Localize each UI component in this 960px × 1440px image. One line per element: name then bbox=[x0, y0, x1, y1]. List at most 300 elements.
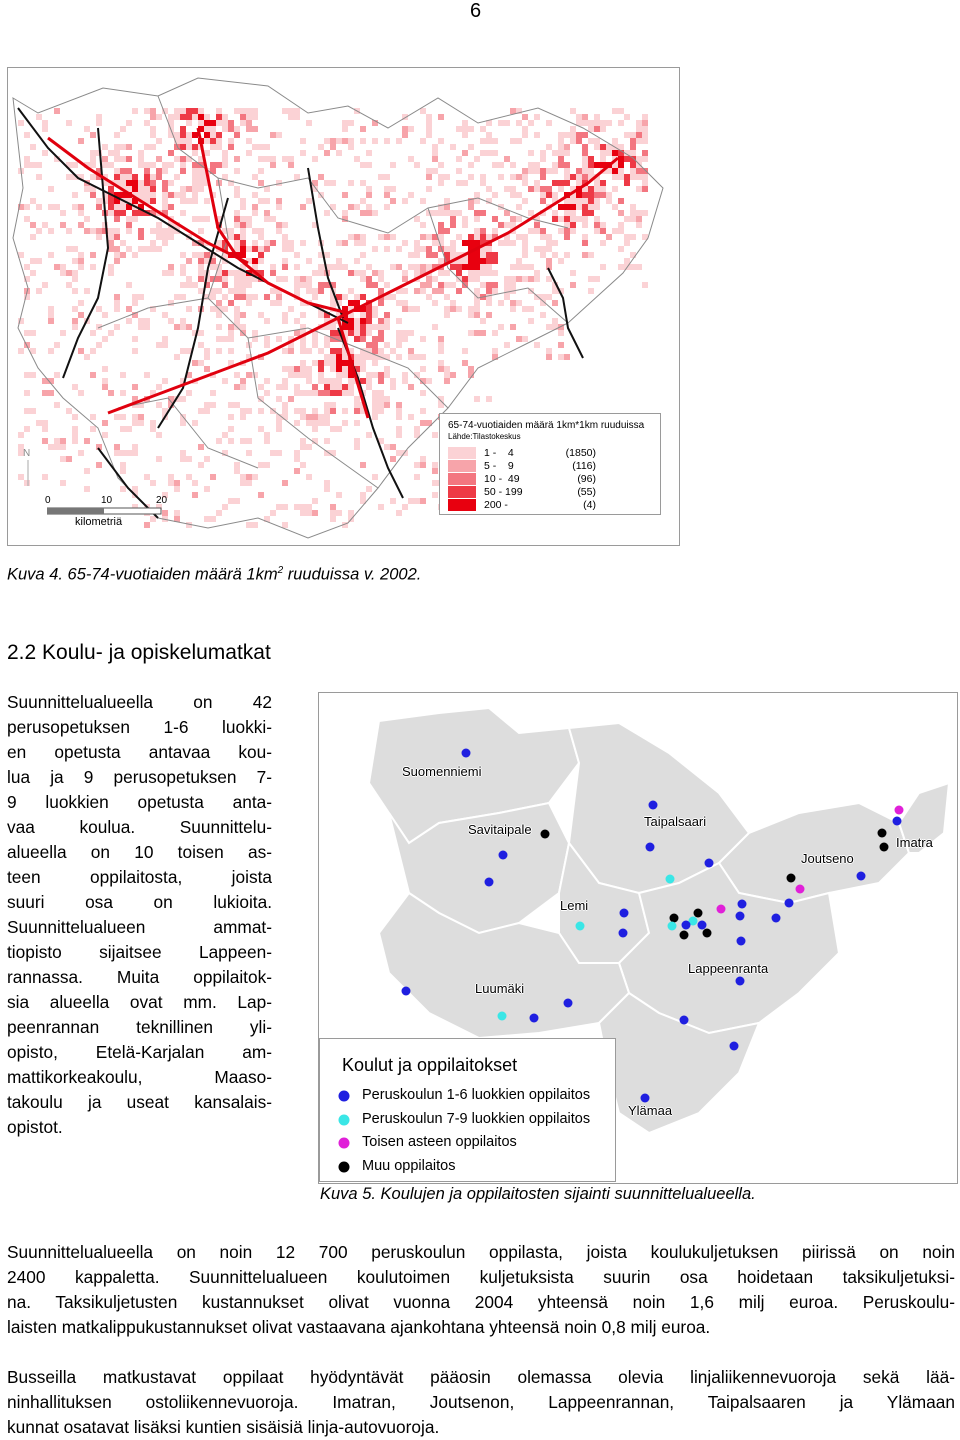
population-cell bbox=[216, 510, 222, 516]
population-cell bbox=[414, 498, 420, 504]
population-cell bbox=[390, 456, 396, 462]
population-cell bbox=[378, 336, 384, 342]
population-cell bbox=[438, 288, 444, 294]
population-cell bbox=[276, 396, 282, 402]
population-cell bbox=[492, 282, 498, 288]
population-cell bbox=[234, 498, 240, 504]
population-cell bbox=[354, 408, 360, 414]
population-cell bbox=[486, 312, 492, 318]
population-cell bbox=[270, 156, 276, 162]
population-cell bbox=[186, 198, 192, 204]
population-cell bbox=[72, 384, 78, 390]
population-cell bbox=[252, 204, 258, 210]
population-cell bbox=[420, 462, 426, 468]
population-cell bbox=[120, 210, 126, 216]
population-cell bbox=[288, 108, 294, 114]
paragraph-line: kunnat osatavat lisäksi kuntien sisäisiä linja-autovuoroja. bbox=[7, 1417, 440, 1437]
population-cell bbox=[198, 444, 204, 450]
population-cell bbox=[474, 288, 480, 294]
population-cell bbox=[570, 210, 576, 216]
population-cell bbox=[444, 174, 450, 180]
population-cell bbox=[48, 444, 54, 450]
population-cell bbox=[492, 216, 498, 222]
population-cell bbox=[366, 204, 372, 210]
population-cell bbox=[180, 396, 186, 402]
population-cell bbox=[324, 210, 330, 216]
population-cell bbox=[438, 270, 444, 276]
population-cell bbox=[54, 402, 60, 408]
population-cell bbox=[366, 342, 372, 348]
population-cell bbox=[426, 114, 432, 120]
population-cell bbox=[360, 294, 366, 300]
population-cell bbox=[384, 234, 390, 240]
population-cell bbox=[402, 270, 408, 276]
population-cell bbox=[180, 264, 186, 270]
population-cell bbox=[72, 288, 78, 294]
population-cell bbox=[222, 156, 228, 162]
population-cell bbox=[90, 156, 96, 162]
population-cell bbox=[222, 150, 228, 156]
population-cell bbox=[204, 216, 210, 222]
population-cell bbox=[414, 474, 420, 480]
population-cell bbox=[582, 192, 588, 198]
municipality-label: Joutseno bbox=[801, 851, 854, 866]
population-cell bbox=[60, 264, 66, 270]
population-cell bbox=[600, 150, 606, 156]
population-cell bbox=[330, 384, 336, 390]
population-cell bbox=[234, 108, 240, 114]
population-cell bbox=[606, 192, 612, 198]
population-cell bbox=[294, 504, 300, 510]
population-cell bbox=[378, 378, 384, 384]
population-cell bbox=[216, 138, 222, 144]
population-cell bbox=[114, 204, 120, 210]
population-cell bbox=[162, 186, 168, 192]
population-cell bbox=[594, 198, 600, 204]
population-cell bbox=[228, 348, 234, 354]
population-cell bbox=[102, 162, 108, 168]
population-cell bbox=[510, 324, 516, 330]
population-cell bbox=[120, 180, 126, 186]
population-cell bbox=[390, 162, 396, 168]
population-cell bbox=[204, 516, 210, 522]
population-cell bbox=[276, 132, 282, 138]
population-cell bbox=[438, 258, 444, 264]
population-cell bbox=[570, 138, 576, 144]
population-cell bbox=[42, 474, 48, 480]
population-cell bbox=[306, 372, 312, 378]
population-cell bbox=[372, 408, 378, 414]
population-cell bbox=[540, 198, 546, 204]
population-cell bbox=[384, 174, 390, 180]
population-cell bbox=[270, 288, 276, 294]
population-cell bbox=[282, 504, 288, 510]
population-cell bbox=[234, 402, 240, 408]
population-cell bbox=[228, 138, 234, 144]
population-cell bbox=[240, 480, 246, 486]
population-cell bbox=[378, 390, 384, 396]
population-cell bbox=[390, 234, 396, 240]
population-cell bbox=[264, 246, 270, 252]
population-cell bbox=[102, 312, 108, 318]
population-cell bbox=[582, 210, 588, 216]
population-cell bbox=[246, 408, 252, 414]
population-cell bbox=[180, 282, 186, 288]
population-cell bbox=[324, 480, 330, 486]
population-cell bbox=[456, 168, 462, 174]
population-cell bbox=[570, 222, 576, 228]
population-cell bbox=[222, 120, 228, 126]
population-cell bbox=[186, 186, 192, 192]
population-cell bbox=[186, 144, 192, 150]
population-cell bbox=[414, 240, 420, 246]
population-cell bbox=[636, 216, 642, 222]
population-cell bbox=[60, 456, 66, 462]
population-cell bbox=[282, 378, 288, 384]
population-cell bbox=[30, 258, 36, 264]
population-cell bbox=[246, 276, 252, 282]
population-cell bbox=[642, 120, 648, 126]
population-cell bbox=[342, 408, 348, 414]
population-cell bbox=[312, 270, 318, 276]
population-cell bbox=[504, 222, 510, 228]
population-cell bbox=[126, 450, 132, 456]
population-cell bbox=[468, 306, 474, 312]
population-cell bbox=[378, 396, 384, 402]
population-cell bbox=[522, 234, 528, 240]
population-cell bbox=[642, 138, 648, 144]
population-cell bbox=[378, 174, 384, 180]
population-cell bbox=[456, 126, 462, 132]
population-cell bbox=[636, 186, 642, 192]
population-cell bbox=[546, 168, 552, 174]
population-cell bbox=[570, 132, 576, 138]
population-cell bbox=[102, 420, 108, 426]
population-cell bbox=[66, 120, 72, 126]
population-cell bbox=[600, 144, 606, 150]
population-cell bbox=[102, 336, 108, 342]
population-cell bbox=[186, 276, 192, 282]
population-cell bbox=[54, 108, 60, 114]
population-cell bbox=[156, 456, 162, 462]
school-marker bbox=[668, 922, 677, 931]
population-cell bbox=[300, 414, 306, 420]
population-cell bbox=[180, 210, 186, 216]
population-cell bbox=[42, 282, 48, 288]
population-cell bbox=[240, 198, 246, 204]
population-cell bbox=[300, 342, 306, 348]
population-cell bbox=[474, 330, 480, 336]
population-cell bbox=[402, 336, 408, 342]
population-cell bbox=[162, 198, 168, 204]
paragraph-line: perusopetuksen 1-6 luokki- bbox=[7, 717, 272, 737]
legend-row bbox=[448, 473, 658, 486]
population-cell bbox=[336, 348, 342, 354]
population-cell bbox=[174, 132, 180, 138]
population-cell bbox=[180, 144, 186, 150]
population-cell bbox=[54, 264, 60, 270]
population-cell bbox=[264, 216, 270, 222]
population-cell bbox=[30, 270, 36, 276]
population-cell bbox=[168, 162, 174, 168]
population-cell bbox=[162, 342, 168, 348]
population-cell bbox=[480, 264, 486, 270]
population-cell bbox=[612, 150, 618, 156]
population-cell bbox=[558, 216, 564, 222]
population-cell bbox=[294, 330, 300, 336]
population-cell bbox=[126, 174, 132, 180]
population-cell bbox=[312, 288, 318, 294]
population-cell bbox=[540, 246, 546, 252]
school-marker bbox=[499, 851, 508, 860]
population-cell bbox=[288, 306, 294, 312]
legend-title: 65-74-vuotiaiden määrä 1km*1km ruuduissa bbox=[448, 420, 645, 431]
paragraph-line: takoulu ja useat kansalais- bbox=[7, 1092, 272, 1112]
population-cell bbox=[90, 192, 96, 198]
population-cell bbox=[114, 174, 120, 180]
population-cell bbox=[408, 252, 414, 258]
population-cell bbox=[138, 420, 144, 426]
population-cell bbox=[492, 270, 498, 276]
population-cell bbox=[240, 414, 246, 420]
population-cell bbox=[378, 504, 384, 510]
population-cell bbox=[408, 354, 414, 360]
population-cell bbox=[156, 138, 162, 144]
population-cell bbox=[180, 270, 186, 276]
population-cell bbox=[162, 168, 168, 174]
population-cell bbox=[270, 240, 276, 246]
population-cell bbox=[234, 156, 240, 162]
population-cell bbox=[72, 270, 78, 276]
population-cell bbox=[144, 162, 150, 168]
population-cell bbox=[474, 210, 480, 216]
legend-label: Toisen asteen oppilaitos bbox=[362, 1134, 517, 1150]
population-cell bbox=[216, 438, 222, 444]
population-cell bbox=[168, 114, 174, 120]
population-cell bbox=[528, 162, 534, 168]
population-cell bbox=[186, 114, 192, 120]
population-cell bbox=[192, 198, 198, 204]
school-marker bbox=[682, 921, 691, 930]
population-cell bbox=[162, 228, 168, 234]
population-cell bbox=[192, 216, 198, 222]
population-cell bbox=[384, 372, 390, 378]
population-cell bbox=[516, 216, 522, 222]
population-cell bbox=[486, 138, 492, 144]
population-cell bbox=[252, 144, 258, 150]
population-cell bbox=[78, 210, 84, 216]
school-marker bbox=[462, 749, 471, 758]
population-cell bbox=[288, 348, 294, 354]
population-cell bbox=[348, 330, 354, 336]
population-cell bbox=[594, 180, 600, 186]
population-cell bbox=[330, 450, 336, 456]
paragraph-line: mattikorkeakoulu, Maaso- bbox=[7, 1067, 272, 1087]
population-cell bbox=[642, 132, 648, 138]
population-cell bbox=[264, 144, 270, 150]
population-cell bbox=[582, 198, 588, 204]
population-cell bbox=[600, 240, 606, 246]
population-cell bbox=[114, 228, 120, 234]
population-cell bbox=[294, 114, 300, 120]
population-cell bbox=[582, 240, 588, 246]
population-cell bbox=[522, 126, 528, 132]
population-cell bbox=[618, 210, 624, 216]
population-cell bbox=[570, 270, 576, 276]
population-cell bbox=[594, 228, 600, 234]
population-cell bbox=[336, 360, 342, 366]
population-cell bbox=[366, 432, 372, 438]
population-cell bbox=[456, 156, 462, 162]
population-cell bbox=[66, 228, 72, 234]
population-cell bbox=[150, 180, 156, 186]
population-cell bbox=[300, 150, 306, 156]
population-cell bbox=[630, 216, 636, 222]
population-cell bbox=[576, 174, 582, 180]
population-cell bbox=[558, 342, 564, 348]
population-cell bbox=[414, 252, 420, 258]
population-cell bbox=[438, 174, 444, 180]
population-cell bbox=[558, 132, 564, 138]
population-cell bbox=[96, 198, 102, 204]
population-cell bbox=[318, 390, 324, 396]
population-cell bbox=[330, 330, 336, 336]
population-cell bbox=[114, 168, 120, 174]
population-cell bbox=[150, 162, 156, 168]
population-cell bbox=[258, 258, 264, 264]
population-cell bbox=[306, 288, 312, 294]
population-cell bbox=[246, 222, 252, 228]
population-cell bbox=[378, 318, 384, 324]
population-cell bbox=[192, 132, 198, 138]
population-cell bbox=[264, 432, 270, 438]
population-cell bbox=[120, 450, 126, 456]
population-cell bbox=[414, 288, 420, 294]
population-cell bbox=[576, 138, 582, 144]
population-cell bbox=[372, 342, 378, 348]
population-cell bbox=[366, 486, 372, 492]
population-cell bbox=[186, 258, 192, 264]
population-cell bbox=[534, 186, 540, 192]
population-cell bbox=[150, 108, 156, 114]
population-cell bbox=[570, 282, 576, 288]
population-cell bbox=[474, 156, 480, 162]
population-cell bbox=[336, 240, 342, 246]
population-cell bbox=[240, 408, 246, 414]
school-marker bbox=[620, 909, 629, 918]
population-cell bbox=[294, 108, 300, 114]
population-cell bbox=[312, 156, 318, 162]
population-cell bbox=[342, 420, 348, 426]
population-cell bbox=[144, 186, 150, 192]
population-cell bbox=[72, 276, 78, 282]
school-marker bbox=[666, 875, 675, 884]
population-cell bbox=[480, 180, 486, 186]
population-cell bbox=[420, 288, 426, 294]
population-cell bbox=[498, 174, 504, 180]
population-cell bbox=[318, 372, 324, 378]
other-institution-marker-icon bbox=[338, 1161, 350, 1173]
population-cell bbox=[282, 156, 288, 162]
population-cell bbox=[312, 420, 318, 426]
population-cell bbox=[360, 462, 366, 468]
population-cell bbox=[402, 306, 408, 312]
population-cell bbox=[198, 342, 204, 348]
paragraph-line: opistot. bbox=[7, 1117, 63, 1137]
population-cell bbox=[582, 156, 588, 162]
population-cell bbox=[552, 288, 558, 294]
municipality-label: Taipalsaari bbox=[644, 814, 707, 829]
population-cell bbox=[114, 210, 120, 216]
population-cell bbox=[234, 462, 240, 468]
population-cell bbox=[558, 258, 564, 264]
population-cell bbox=[642, 282, 648, 288]
population-cell bbox=[234, 270, 240, 276]
population-cell bbox=[120, 372, 126, 378]
population-cell bbox=[450, 222, 456, 228]
population-cell bbox=[300, 510, 306, 516]
population-cell bbox=[252, 228, 258, 234]
population-cell bbox=[384, 366, 390, 372]
population-cell bbox=[498, 300, 504, 306]
population-cell bbox=[120, 426, 126, 432]
population-cell bbox=[228, 270, 234, 276]
population-cell bbox=[528, 210, 534, 216]
population-cell bbox=[210, 294, 216, 300]
population-cell bbox=[138, 192, 144, 198]
population-cell bbox=[378, 372, 384, 378]
population-cell bbox=[588, 138, 594, 144]
population-cell bbox=[480, 258, 486, 264]
population-cell bbox=[240, 228, 246, 234]
population-cell bbox=[540, 252, 546, 258]
population-cell bbox=[504, 276, 510, 282]
population-cell bbox=[546, 348, 552, 354]
population-cell bbox=[354, 300, 360, 306]
population-cell bbox=[348, 384, 354, 390]
municipality-label: Lappeenranta bbox=[688, 961, 769, 976]
population-cell bbox=[36, 162, 42, 168]
population-cell bbox=[138, 234, 144, 240]
population-cell bbox=[306, 504, 312, 510]
population-cell bbox=[216, 288, 222, 294]
municipality-label: Ylämaa bbox=[628, 1103, 673, 1118]
population-cell bbox=[534, 168, 540, 174]
population-cell bbox=[228, 120, 234, 126]
population-cell bbox=[156, 234, 162, 240]
population-cell bbox=[354, 294, 360, 300]
population-cell bbox=[558, 186, 564, 192]
population-cell bbox=[132, 336, 138, 342]
population-cell bbox=[414, 306, 420, 312]
population-cell bbox=[600, 186, 606, 192]
population-cell bbox=[546, 246, 552, 252]
population-cell bbox=[186, 132, 192, 138]
population-cell bbox=[546, 192, 552, 198]
population-cell bbox=[558, 228, 564, 234]
population-cell bbox=[150, 144, 156, 150]
population-cell bbox=[294, 318, 300, 324]
population-cell bbox=[456, 288, 462, 294]
population-cell bbox=[84, 468, 90, 474]
population-cell bbox=[612, 204, 618, 210]
population-cell bbox=[540, 150, 546, 156]
population-cell bbox=[372, 306, 378, 312]
population-cell bbox=[612, 138, 618, 144]
population-cell bbox=[162, 378, 168, 384]
population-cell bbox=[486, 252, 492, 258]
population-cell bbox=[522, 306, 528, 312]
